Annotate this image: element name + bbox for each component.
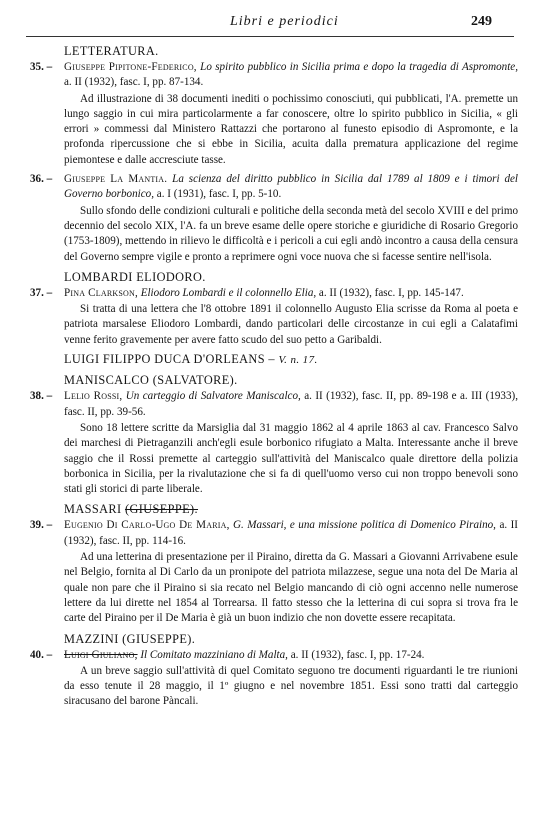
entry-reference: a. II (1932), fasc. I, pp. 87-134. bbox=[64, 76, 204, 89]
cross-reference bbox=[64, 352, 518, 368]
entry-abstract-text: A un breve saggio sull'attività di quel Comitato seguono tre documenti riguardanti le tre riunioni da esso tenute il 28 maggio, il 1º giugno e nel novembre 1851. Essi sono tratti dal carteggio siracusano del barone Pàncali. bbox=[64, 664, 518, 708]
entry-abstract bbox=[30, 421, 518, 497]
entry-number: 35. – bbox=[30, 61, 53, 73]
section-heading: LOMBARDI ELIODORO. bbox=[64, 269, 206, 284]
entry-title: G. Massari, e una missione politica di Domenico Piraino, bbox=[233, 519, 496, 532]
section-heading-main: MASSARI bbox=[64, 502, 122, 517]
entry-title: La scienza del diritto pubblico in Sicilia dal 1789 al 1809 e i timori del Governo borbonico, bbox=[64, 173, 519, 201]
entry-author: Pina Clarkson, bbox=[64, 286, 138, 299]
page-body bbox=[30, 41, 518, 714]
entry-abstract-text: Sono 18 lettere scritte da Marsiglia dal 31 maggio 1862 al 4 aprile 1863 al cav. Francesco Salvo dei marchesi di Pietraganzili anch'egli esule borbonico rifugiato a Malta. Interessante anche il breve saggio che il Rossi premette al carteggio sull'attività del Maniscalco quale direttore della polizia borbonica in Sicilia, per la rivalutazione che si fa di quell'uomo verso cui non troppo benevoli sono stati gli storici di parte liberale. bbox=[64, 421, 518, 496]
entry-number: 38. – bbox=[30, 390, 53, 403]
running-header bbox=[0, 14, 550, 32]
header-rule bbox=[26, 36, 514, 37]
entry-number: 40. – bbox=[30, 648, 53, 661]
bibliography-entry bbox=[30, 648, 518, 710]
entry-number: 39. – bbox=[30, 519, 53, 532]
section-heading: MAZZINI (GIUSEPPE). bbox=[64, 631, 196, 646]
entry-author: Giuseppe Pipitone-Federico, bbox=[64, 61, 197, 73]
entry-author: Luigi Giuliano, bbox=[64, 648, 138, 661]
entry-title: Un carteggio di Salvatore Maniscalco, bbox=[125, 390, 301, 403]
entry-reference: a. II (1932), fasc. II, pp. 89-198 e a. III (1933), fasc. II, pp. 39-56. bbox=[64, 390, 518, 418]
entry-abstract bbox=[30, 664, 518, 710]
page-number: 249 bbox=[471, 14, 492, 29]
entry-number: 36. – bbox=[30, 173, 53, 186]
bibliography-entry bbox=[30, 172, 518, 265]
section-heading-struck: (GIUSEPPE). bbox=[124, 502, 199, 517]
entry-author: Giuseppe La Mantia. bbox=[64, 173, 168, 186]
entry-title: Eliodoro Lombardi e il colonnello Elia, bbox=[140, 286, 317, 299]
bibliography-entry bbox=[30, 286, 518, 348]
entry-citation bbox=[30, 518, 518, 549]
entry-title: Lo spirito pubblico in Sicilia prima e dopo la tragedia di Aspromonte, bbox=[200, 61, 518, 73]
entry-abstract bbox=[30, 92, 518, 168]
section-heading: LETTERATURA. bbox=[64, 44, 159, 58]
entry-citation bbox=[30, 172, 518, 203]
entry-reference: a. I (1931), fasc. I, pp. 5-10. bbox=[156, 188, 282, 201]
entry-abstract-text: Ad una letterina di presentazione per il Piraino, diretta da G. Massari a Giovanni Arrivabene esule nel Belgio, fornita al Di Carlo da un pronipote del patriota milazzese, segue una nota del De Maria al quale non pare che il Piraino si sia recato nel Belgio mancando di ciò ogni accenno nelle numerose lettere da lui dirette nel 1854 al Torrearsa. Il fatto stesso che la letterina di cui sopra si trova fra le carte del Piraino per il De Maria è già un buon indizio che non dovette essere recapitata. bbox=[64, 551, 518, 625]
entry-title: Il Comitato mazziniano di Malta, bbox=[140, 648, 288, 661]
entry-author: Eugenio Di Carlo-Ugo De Maria, bbox=[64, 519, 230, 532]
section-heading: MANISCALCO (SALVATORE). bbox=[64, 373, 238, 388]
entry-reference: a. II (1932), fasc. I, pp. 17-24. bbox=[290, 648, 425, 661]
entry-citation bbox=[30, 389, 518, 420]
entry-abstract bbox=[30, 302, 518, 348]
cross-reference-name: LUIGI FILIPPO DUCA D'ORLEANS – bbox=[64, 352, 275, 367]
bibliography-entry bbox=[30, 389, 518, 497]
entry-abstract-text: Si tratta di una lettera che l'8 ottobre 1891 il colonnello Augusto Elia scrisse da Roma al poeta e patriota marsalese Eliodoro Lombardi, dando particolari delle circostanze in cui egli a Calatafimi venne ferito gravemente per avere fatto scudo del suo petto a Garibaldi. bbox=[64, 303, 518, 346]
entry-author: Lelio Rossi, bbox=[64, 390, 123, 403]
entry-abstract bbox=[30, 550, 518, 626]
cross-reference-target: V. n. 17. bbox=[278, 354, 318, 367]
entry-citation bbox=[30, 286, 518, 301]
entry-abstract bbox=[30, 204, 518, 265]
entry-citation bbox=[30, 60, 518, 91]
section-heading bbox=[64, 501, 518, 517]
entry-reference: a. II (1932), fasc. I, pp. 145-147. bbox=[318, 286, 464, 299]
bibliography-entry bbox=[30, 60, 518, 168]
bibliography-entry bbox=[30, 518, 518, 626]
entry-reference: a. II (1932), fasc. II, pp. 114-16. bbox=[64, 519, 518, 547]
entry-abstract-text: Ad illustrazione di 38 documenti inediti o pochissimo conosciuti, qui pubblicati, l'A. premette un lungo saggio in cui mira particolarmente a far conoscere, oltre lo spirito pubblico in Sicilia, « gli errori » commessi dal Ministero Rattazzi che portarono al funesto episodio di Aspromonte, e la profonda ripercussione che si ebbe in Sicilia, acuita dalla prematura applicazione del regime piemontese e dalle accresciute tasse. bbox=[64, 92, 518, 166]
entry-abstract-text: Sullo sfondo delle condizioni culturali e politiche della seconda metà del secolo XVIII e del primo decennio del secolo XIX, l'A. fa un breve esame delle opere storiche e giuridiche di Rosario Gregorio (1753-1809), mettendo in rilievo le difficoltà e i pericoli a cui egli andò incontro a causa della censura del Governo sempre vigile e pronto a reprimere ogni voce nuova che si facesse sentire nell'isola. bbox=[64, 204, 518, 263]
running-title: Libri e periodici bbox=[230, 14, 339, 29]
entry-number: 37. – bbox=[30, 286, 53, 299]
entry-citation bbox=[30, 648, 518, 663]
